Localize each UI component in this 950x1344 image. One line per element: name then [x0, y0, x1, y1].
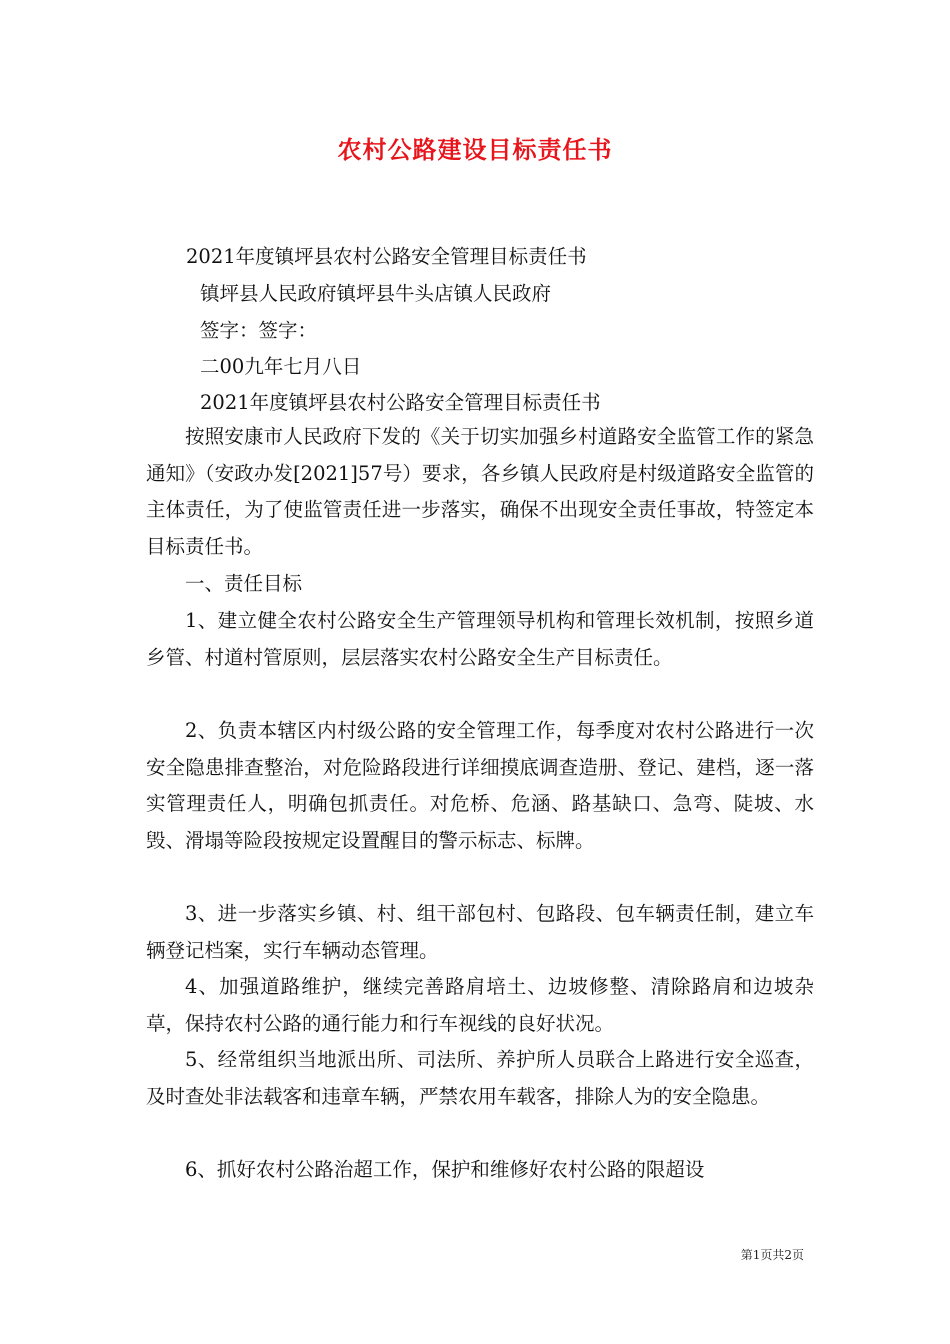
section-heading: 一、责任目标 [185, 572, 303, 595]
intro-paragraph: 按照安康市人民政府下发的《关于切实加强乡村道路安全监管工作的紧急通知》（安政办发[2021]57号）要求，各乡镇人民政府是村级道路安全监管的主体责任，为了使监管责任进一步落实，确保不出现安全责任事故，特签定本目标责任书。 [146, 425, 814, 558]
item-paragraph-2: 2、负责本辖区内村级公路的安全管理工作，每季度对农村公路进行一次安全隐患排查整治，对危险路段进行详细摸底调查造册、登记、建档，逐一落实管理责任人，明确包抓责任。对危桥、危涵、路基缺口、急弯、陡坡、水毁、滑塌等险段按规定设置醒目的警示标志、标牌。 [146, 719, 814, 852]
item-paragraph-6: 6、抓好农村公路治超工作，保护和维修好农村公路的限超设 [185, 1158, 705, 1181]
item-paragraph-5: 5、经常组织当地派出所、司法所、养护所人员联合上路进行安全巡查，及时查处非法载客和违章车辆，严禁农用车载客，排除人为的安全隐患。 [146, 1048, 814, 1108]
document-title: 农村公路建设目标责任书 [337, 135, 613, 164]
date-line: 二00九年七月八日 [200, 355, 362, 378]
header-line-2: 镇坪县人民政府镇坪县牛头店镇人民政府 [200, 282, 552, 305]
item-paragraph-3: 3、进一步落实乡镇、村、组干部包村、包路段、包车辆责任制，建立车辆登记档案，实行车辆动态管理。 [146, 902, 814, 962]
header-line-1: 2021年度镇坪县农村公路安全管理目标责任书 [186, 245, 587, 268]
page-number: 第1页共2页 [740, 1248, 804, 1262]
signature-line: 签字：签字： [200, 319, 318, 342]
header-line-5: 2021年度镇坪县农村公路安全管理目标责任书 [200, 391, 601, 414]
item-paragraph-4: 4、加强道路维护，继续完善路肩培土、边坡修整、清除路肩和边坡杂草，保持农村公路的通行能力和行车视线的良好状况。 [146, 975, 814, 1035]
item-paragraph-1: 1、建立健全农村公路安全生产管理领导机构和管理长效机制，按照乡道乡管、村道村管原则，层层落实农村公路安全生产目标责任。 [146, 609, 814, 669]
